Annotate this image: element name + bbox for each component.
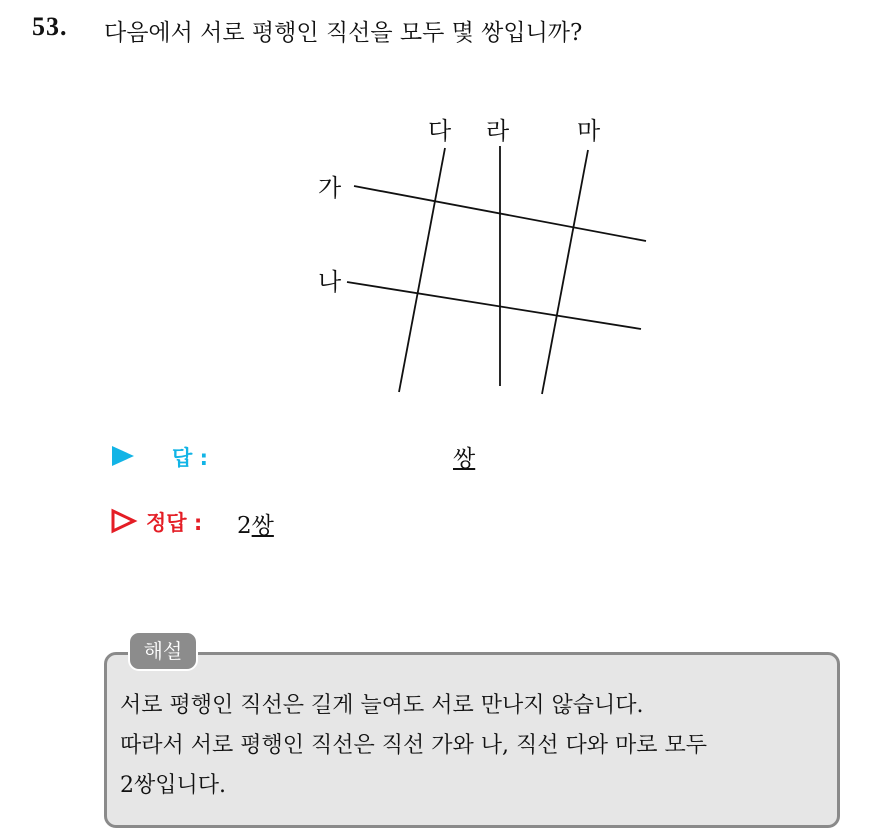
outline-triangle-icon bbox=[110, 508, 138, 534]
question-number: 53. bbox=[32, 12, 68, 41]
explanation-line: 서로 평행인 직선은 길게 늘여도 서로 만나지 않습니다. bbox=[120, 693, 644, 718]
explanation-line: 2쌍입니다. bbox=[120, 773, 226, 798]
line-na bbox=[347, 282, 641, 329]
explanation-text bbox=[120, 686, 835, 806]
correct-answer-unit: 쌍 bbox=[251, 513, 274, 539]
label-ma: 마 bbox=[577, 117, 601, 145]
answer-label: 답 : bbox=[172, 446, 208, 470]
answer-row bbox=[110, 440, 610, 474]
line-ma bbox=[542, 150, 588, 394]
label-na: 나 bbox=[318, 268, 342, 296]
answer-unit: 쌍 bbox=[453, 446, 476, 472]
correct-answer-value bbox=[237, 507, 274, 540]
question-text: 다음에서 서로 평행인 직선을 모두 몇 쌍입니까? bbox=[104, 20, 583, 46]
label-ga: 가 bbox=[318, 174, 342, 202]
explanation-tag: 해설 bbox=[128, 631, 198, 671]
label-da: 다 bbox=[428, 117, 452, 145]
line-da bbox=[399, 148, 445, 392]
filled-triangle-icon bbox=[110, 444, 136, 468]
correct-answer-number: 2 bbox=[237, 513, 252, 539]
correct-answer-label: 정답 : bbox=[146, 511, 203, 535]
explanation-line: 따라서 서로 평행인 직선은 직선 가와 나, 직선 다와 마로 모두 bbox=[120, 733, 707, 758]
label-ra: 라 bbox=[486, 117, 510, 145]
correct-answer-row bbox=[110, 505, 610, 539]
